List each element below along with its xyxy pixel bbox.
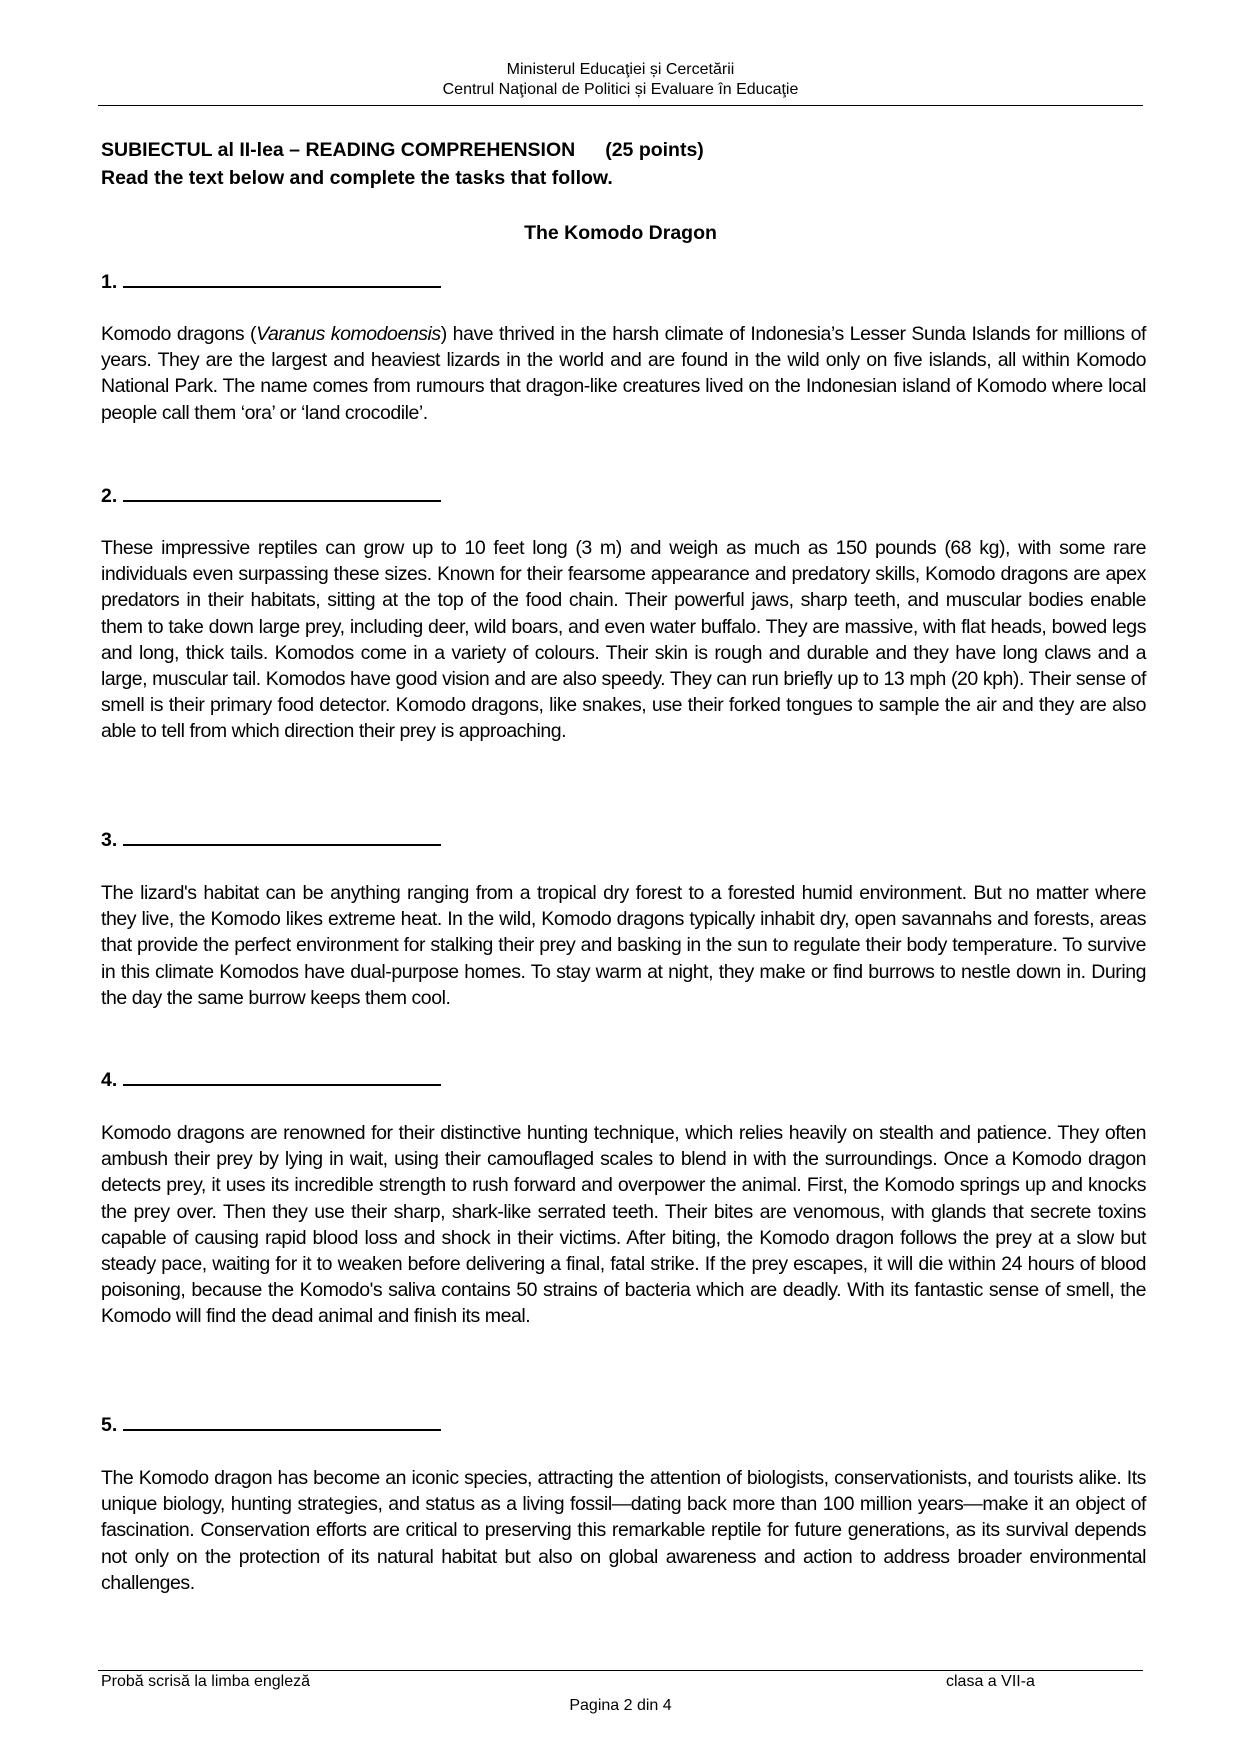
blank-number: 5. <box>101 1414 118 1436</box>
heading-blank-1[interactable] <box>101 268 441 294</box>
footer-divider <box>98 1670 1143 1671</box>
paragraph-text: The Komodo dragon has become an iconic species, attracting the attention of biologists, conservationists, and tourists alike. Its unique biology, hunting strategies, and status as a living fossil—dating back more than 100 million years—make it an object of fascination. Conservation efforts are critical to preserving this remarkable reptile for future generations, as its survival depends not only on the protection of its natural habitat but also on global awareness and action to address broader environmental challenges. <box>101 1467 1146 1594</box>
page-header <box>0 60 1241 100</box>
scientific-name: Varanus komodoensis <box>256 323 441 345</box>
paragraph-text: Komodo dragons are renowned for their distinctive hunting technique, which relies heavily on stealth and patience. They often ambush their prey by lying in wait, using their camouflaged scales to blend in with the surroundings. Once a Komodo dragon detects prey, it uses its incredible strength to rush forward and overpower the animal. First, the Komodo springs up and knocks the prey over. Then they use their sharp, shark-like serrated teeth. Their bites are venomous, with glands that secrete toxins capable of causing rapid blood loss and shock in their victims. After biting, the Komodo dragon follows the prey at a slow but steady pace, waiting for it to weaken before delivering a final, fatal strike. If the prey escapes, it will die within 24 hours of blood poisoning, because the Komodo's saliva contains 50 strains of bacteria which are deadly. With its fantastic sense of smell, the Komodo will find the dead animal and finish its meal. <box>101 1122 1146 1328</box>
heading-blank-5[interactable] <box>101 1411 441 1437</box>
paragraph-text: The lizard's habitat can be anything ranging from a tropical dry forest to a forested humid environment. But no matter where they live, the Komodo likes extreme heat. In the wild, Komodo dragons typically inhabit dry, open savannahs and forests, areas that provide the perfect environment for stalking their prey and basking in the sun to regulate their body temperature. To survive in this climate Komodos have dual-purpose homes. To stay warm at night, they make or find burrows to nestle down in. During the day the same burrow keeps them cool. <box>101 882 1146 1009</box>
paragraph-2 <box>101 535 1146 745</box>
subject-instruction: Read the text below and complete the tasks that follow. <box>101 167 613 189</box>
blank-number: 4. <box>101 1069 118 1091</box>
answer-line[interactable] <box>123 1066 441 1086</box>
paragraph-5 <box>101 1465 1146 1596</box>
answer-line[interactable] <box>123 268 441 288</box>
answer-line[interactable] <box>123 1411 441 1431</box>
answer-line[interactable] <box>123 826 441 846</box>
blank-number: 1. <box>101 271 118 293</box>
answer-line[interactable] <box>123 482 441 502</box>
article-title: The Komodo Dragon <box>524 222 717 244</box>
ministry-name: Ministerul Educaţiei și Cercetării <box>506 61 735 78</box>
blank-number: 2. <box>101 485 118 507</box>
page-number: Pagina 2 din 4 <box>569 1697 672 1714</box>
subject-title: SUBIECTUL al II-lea – READING COMPREHENSION <box>101 139 576 161</box>
subject-points: (25 points) <box>605 139 704 161</box>
blank-number: 3. <box>101 829 118 851</box>
heading-blank-2[interactable] <box>101 482 441 508</box>
paragraph-text: Komodo dragons ( <box>101 323 257 345</box>
paragraph-4 <box>101 1120 1146 1330</box>
paragraph-text: These impressive reptiles can grow up to 10 feet long (3 m) and weigh as much as 150 pounds (68 kg), with some rare individuals even surpassing these sizes. Known for their fearsome appearance and predatory skills, Komodo dragons are apex predators in their habitats, sitting at the top of the food chain. Their powerful jaws, sharp teeth, and muscular bodies enable them to take down large prey, including deer, wild boars, and even water buffalo. They are massive, with flat heads, bowed legs and long, thick tails. Komodos come in a variety of colours. Their skin is rough and durable and they have long claws and a large, muscular tail. Komodos have good vision and are also speedy. They can run briefly up to 13 mph (20 kph). Their sense of smell is their primary food detector. Komodo dragons, like snakes, use their forked tongues to sample the air and they are also able to tell from which direction their prey is approaching. <box>101 537 1146 743</box>
heading-blank-4[interactable] <box>101 1066 441 1092</box>
footer-grade: clasa a VII-a <box>946 1673 1035 1690</box>
paragraph-3 <box>101 880 1146 1011</box>
subject-heading <box>101 136 704 192</box>
paragraph-1 <box>101 321 1146 426</box>
heading-blank-3[interactable] <box>101 826 441 852</box>
header-divider <box>98 105 1143 106</box>
paragraph-text: ) have thrived in the harsh climate of Indonesia’s Lesser Sunda Islands for millions of years. They are the largest and heaviest lizards in the world and are found in the wild only on five islands, all within Komodo National Park. The name comes from rumours that dragon-like creatures lived on the Indonesian island of Komodo where local people call them ‘ora’ or ‘land crocodile’. <box>101 323 1146 424</box>
footer-exam-name: Probă scrisă la limba engleză <box>101 1673 310 1690</box>
center-name: Centrul Naţional de Politici și Evaluare în Educaţie <box>442 81 799 98</box>
